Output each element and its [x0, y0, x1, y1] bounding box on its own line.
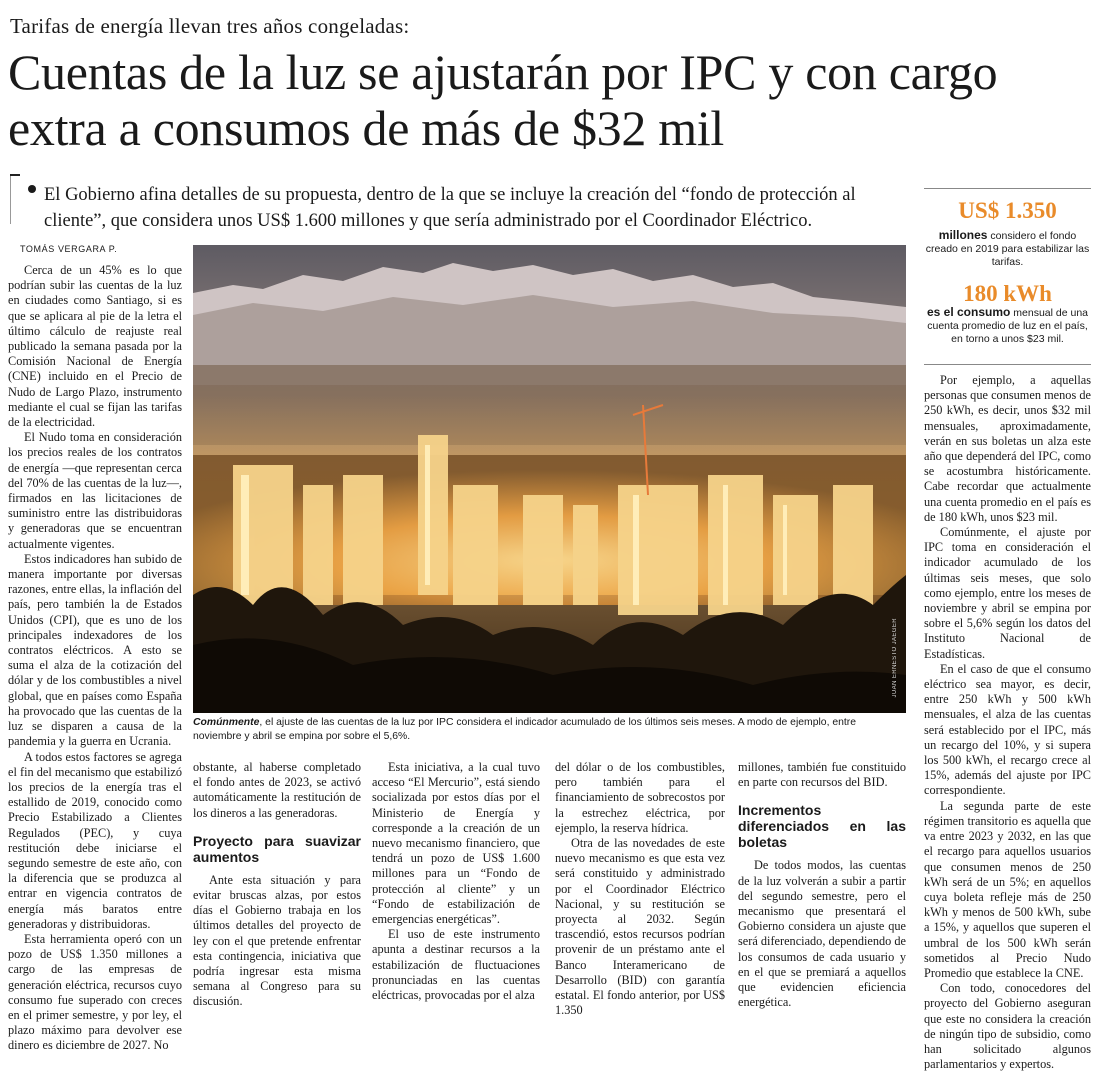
- lead-divider: [10, 176, 19, 224]
- lead-paragraph: El Gobierno afina detalles de su propuesta, dentro de la que se incluye la creación del “fondo de protección al cliente”, que considera unos US$ 1.600 millones y que sería administrado por el Coordinador Eléctrico.: [44, 185, 856, 231]
- fact-bold: millones: [938, 228, 988, 242]
- paragraph: A todos estos factores se agrega el fin del mecanismo que estabilizó los precios de la energía tras el estallido de 2019, conocido como Precio Estabilizado a Clientes Regulados (PEC), y cuya restitución debe iniciarse el segundo semestre de este año, con la diferencia que se produzca al entrar en vigencia contratos de energía más baratos entre generadoras y distribuidoras.: [8, 749, 182, 931]
- paragraph: En el caso de que el consumo eléctrico sea mayor, es decir, entre 250 kWh y 500 kWh mensuales, el alza de las cuentas será establecido por el IPC, más un recargo del 10%, y si supera los 500 kWh, el recargo crece al 15%, además del ajuste por IPC correspondiente.: [924, 661, 1091, 798]
- paragraph: Esta herramienta operó con un pozo de US$ 1.350 millones a cargo de las empresas de generación eléctrica, recursos cuyo consumo fue superado con creces en el primer semestre, y por ley, el plazo máximo para devolver ese dinero es diciembre de 2027. No: [8, 931, 182, 1053]
- article-column-1: [8, 263, 182, 1054]
- paragraph: De todos modos, las cuentas de la luz volverán a subir a partir del segundo semestre, pero el mecanismo que presentará el Gobierno considera un ajuste que será diferenciado, dependiendo de los consumos de cada usuario y en el que se premiará a aquellos que evidencien eficiencia energética.: [738, 858, 906, 1010]
- headline: Cuentas de la luz se ajustarán por IPC y con cargo extra a consumos de más de $32 mil: [8, 44, 998, 156]
- fact-desc: mensual de una cuenta promedio de luz en el país, en torno a unos $23 mil.: [927, 307, 1088, 345]
- bullet-icon: [28, 185, 36, 193]
- article-column-3: [372, 760, 540, 1003]
- paragraph: Estos indicadores han subido de manera importante por diversas razones, entre ellas, la inflación del país, pero también la de Estados Unidos (CPI), que es uno de los principales indexadores de los contratos eléctricos. A esto se suma el alza de la cotización del dólar y de los combustibles a nivel global, que en países como España ha provocado que las cuentas de la luz se disparen a causa de la pandemia y la guerra en Ucrania.: [8, 551, 182, 749]
- paragraph: Esta iniciativa, a la cual tuvo acceso “El Mercurio”, está siendo socializada por estos días por el Ministerio de Energía y corresponde a la creación de un nuevo mecanismo financiero, que tendrá un pozo de US$ 1.600 millones para un “Fondo de protección al cliente” y un “Fondo de estabilización de emergencias energéticas”.: [372, 760, 540, 927]
- subheading: Incrementos diferenciados en las boletas: [738, 802, 906, 851]
- paragraph: El Nudo toma en consideración los precios reales de los contratos de energía —que representan cerca del 70% de las cuentas de la luz—, firmados en las licitaciones de suministro entre las distribuidoras y generadoras que se encuentran actualmente vigentes.: [8, 430, 182, 551]
- fact-figure: US$ 1.350: [958, 198, 1057, 223]
- article-column-5: [738, 760, 906, 1010]
- fact-desc: considero el fondo creado en 2019 para estabilizar las tarifas.: [925, 230, 1090, 268]
- article-column-2: [193, 760, 361, 1010]
- paragraph: Otra de las novedades de este nuevo mecanismo es que esta vez será constituido y administrado por el Coordinador Eléctrico Nacional, y su restitución se proyecta al 2032. Según trascendió, estos recursos podrían provenir de un préstamo ante el Banco Interamericano de Desarrollo (BID) con garantía estatal. El fondo anterior, por US$ 1.350: [555, 836, 725, 1018]
- city-skyline-image: [193, 245, 906, 713]
- subheading: Proyecto para suavizar aumentos: [193, 832, 361, 865]
- paragraph: Comúnmente, el ajuste por IPC toma en consideración el indicador acumulado de los últimas seis meses, que solo como ejemplo, entre los meses de noviembre y abril se empina por sobre el 5,6% según los datos del Instituto Nacional de Estadísticas.: [924, 525, 1091, 661]
- paragraph: millones, también fue constituido en parte con recursos del BID.: [738, 760, 906, 790]
- santiago-night-photo: [193, 245, 906, 713]
- paragraph: del dólar o de los combustibles, pero también para el financiamiento de sobrecostos por la estrechez eléctrica, por ejemplo, la reserva hídrica.: [555, 760, 725, 835]
- paragraph: El uso de este instrumento apunta a destinar recursos a la estabilización de fluctuaciones pronunciadas en las cuentas eléctricas, provocadas por el alza: [372, 927, 540, 1003]
- article-column-6: [924, 373, 1091, 1072]
- paragraph: Ante esta situación y para evitar bruscas alzas, por estos días el Gobierno trabaja en los últimos detalles del proyecto de ley con el que pretende enfrentar esta contingencia, iniciativa que podría ingresar esta misma semana al Congreso para su discusión.: [193, 872, 361, 1009]
- paragraph: Cerca de un 45% es lo que podrían subir las cuentas de la luz en ciudades como Santiago, si es que se aplicara al pie de la letra el último cálculo de reajuste real publicado la semana pasada por la Comisión Nacional de Energía (CNE) incluido en el Precio de Nudo de Largo Plazo, instrumento mediante el cual se fijan las tarifas de la electricidad.: [8, 263, 182, 430]
- fact-bold: es el consumo: [926, 305, 1011, 319]
- paragraph: obstante, al haberse completado el fondo antes de 2023, se activó automáticamente la restitución de los dineros a las generadoras.: [193, 760, 361, 820]
- factbox-bottom-rule: [924, 364, 1091, 365]
- factbox-top-rule: [924, 188, 1091, 189]
- fact-text: [924, 306, 1091, 346]
- paragraph: Por ejemplo, a aquellas personas que consumen menos de 250 kWh, es decir, unos $32 mil mensuales, aproximadamente, verán en sus boletas un alza este año que dependerá del IPC, como se acostumbra históricamente. Cabe recordar que actualmente una cuenta promedio en el país es de 180 kWh, unos $23 mil.: [924, 373, 1091, 524]
- article-column-4: [555, 760, 725, 1018]
- paragraph: Con todo, conocedores del proyecto del Gobierno aseguran que este no considera la creación de ningún tipo de subsidio, como han solicitado algunos parlamentarios y expertos.: [924, 981, 1091, 1072]
- caption-lead: Comúnmente: [193, 717, 260, 728]
- byline: TOMÁS VERGARA P.: [20, 244, 118, 254]
- paragraph: La segunda parte de este régimen transitorio es aquella que va entre 2023 y 2032, en las que el recargo para aquellos usuarios que consumen menos de 250 kWh será de un 5%; en aquellos cuya boleta refleje más de 250 kWh y menos de 500 kWh, sube a 15%, y aquellos que superen el umbral de los 500 kWh serán sometidos al Precio Nudo Promedio que establece la CNE.: [924, 798, 1091, 980]
- fact-text: [924, 229, 1091, 269]
- fact-figure: 180 kWh: [963, 281, 1052, 306]
- photo-caption: [193, 716, 906, 744]
- photo-credit: JUAN ERNESTO JAEGER: [892, 618, 898, 698]
- caption-text: , el ajuste de las cuentas de la luz por IPC considera el indicador acumulado de los últimos seis meses. A modo de ejemplo, entre noviembre y abril se empina por sobre el 5,6%.: [193, 717, 857, 742]
- kicker: Tarifas de energía llevan tres años congeladas:: [10, 14, 410, 38]
